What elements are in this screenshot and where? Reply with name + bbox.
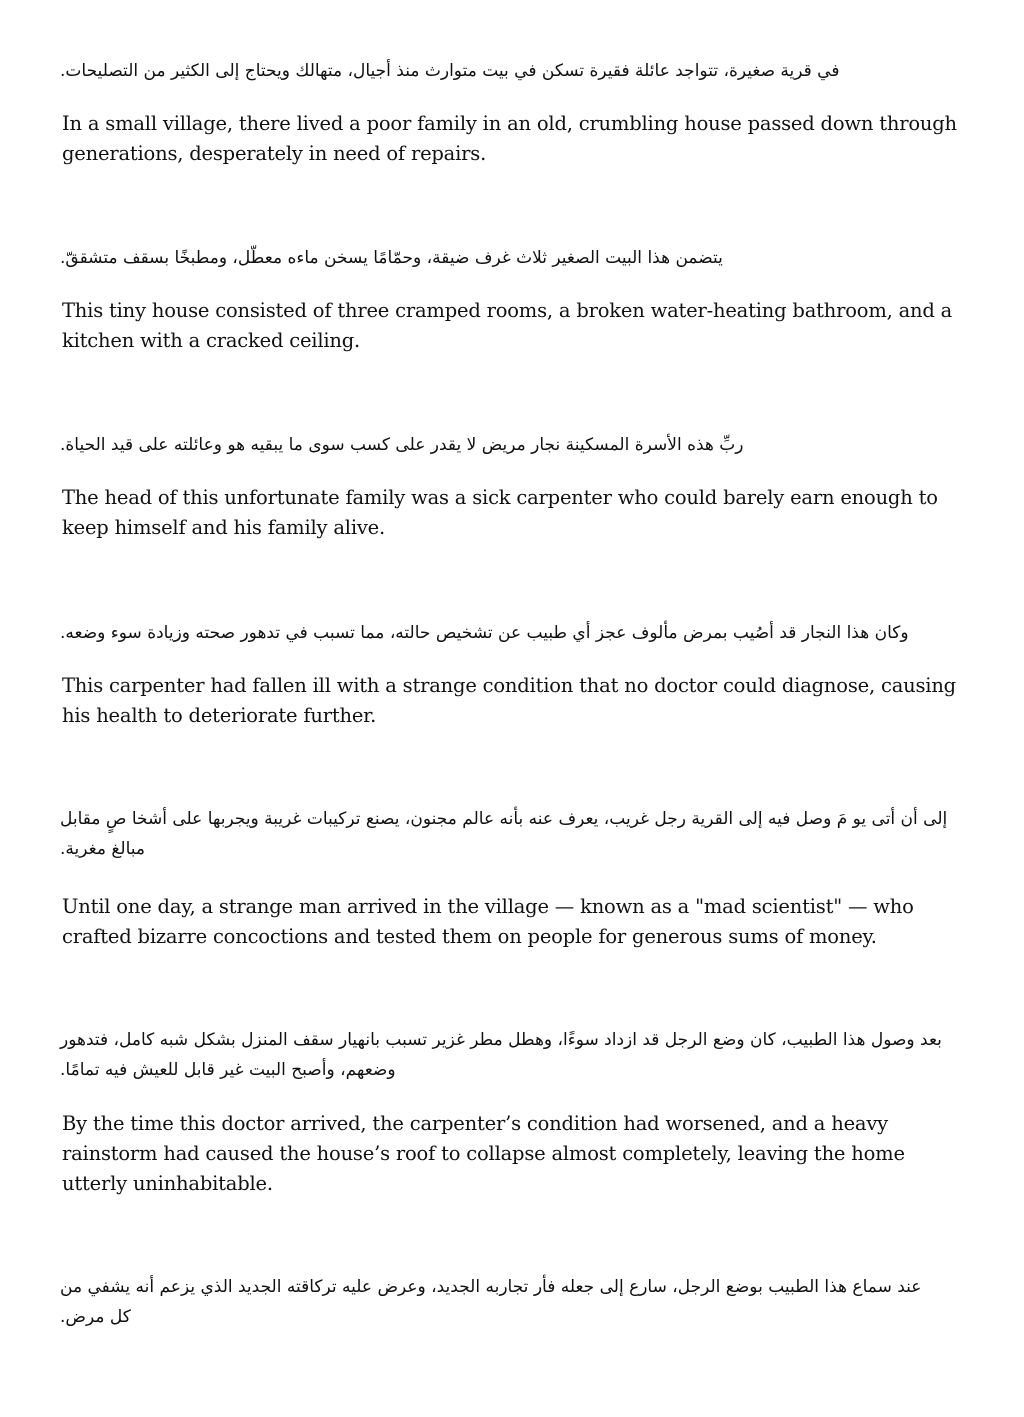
english-paragraph-5: Until one day, a strange man arrived in the village — known as a "mad scientist" — who crafted bizarre concoctions and tested them on people for generous sums of money. <box>62 895 914 948</box>
arabic-paragraph-5: إلى أن أتى يو مَ وصل فيه إلى القرية رجل غريب، يعرف عنه بأنه عالم مجنون، يصنع تركيبات غريبة ويجربها على أشخا صٍ مقابل مبالغ مغرية. <box>60 809 948 859</box>
arabic-paragraph-1: في قرية صغيرة، تتواجد عائلة فقيرة تسكن في بيت متوارث منذ أجيال، متهالك ويحتاج إلى الكثير من التصليحات. <box>60 61 840 81</box>
english-paragraph-3: The head of this unfortunate family was a sick carpenter who could barely earn enough to keep himself and his family alive. <box>62 486 938 539</box>
english-paragraph-2: This tiny house consisted of three cramped rooms, a broken water-heating bathroom, and a kitchen with a cracked ceiling. <box>62 299 953 352</box>
english-paragraph-1: In a small village, there lived a poor family in an old, crumbling house passed down through generations, desperately in need of repairs. <box>62 112 957 165</box>
arabic-paragraph-6: بعد وصول هذا الطبيب، كان وضع الرجل قد ازداد سوءًا، وهطل مطر غزير تسبب بانهيار سقف المنزل بشكل شبه كامل، فتدهور وضعهم، وأصبح البيت غير قابل للعيش فيه تمامًا. <box>60 1030 942 1080</box>
english-paragraph-4: This carpenter had fallen ill with a strange condition that no doctor could diagnose, causing his health to deteriorate further. <box>62 674 956 727</box>
arabic-paragraph-4: وكان هذا النجار قد أصُيب بمرض مألوف عجز أي طبيب عن تشخيص حالته، مما تسبب في تدهور صحته وزيادة سوء وضعه. <box>60 623 909 643</box>
arabic-paragraph-2: يتضمن هذا البيت الصغير ثلاث غرف ضيقة، وحمّامًا يسخن ماءه معطّل، ومطبخًا بسقف متشققّ. <box>60 248 723 268</box>
arabic-paragraph-7: عند سماع هذا الطبيب بوضع الرجل، سارع إلى جعله فأر تجاربه الجديد، وعرض عليه تركاقته الجديد الذي يزعم أنه يشفي من كل مرض. <box>60 1277 922 1327</box>
arabic-paragraph-3: ربِّ هذه الأسرة المسكينة نجار مريض لا يقدر على كسب سوى ما يبقيه هو وعائلته على قيد الحياة. <box>60 435 744 455</box>
english-paragraph-6: By the time this doctor arrived, the carpenter’s condition had worsened, and a heavy rainstorm had caused the house’s roof to collapse almost completely, leaving the home utterly uninhabitable. <box>62 1112 905 1195</box>
